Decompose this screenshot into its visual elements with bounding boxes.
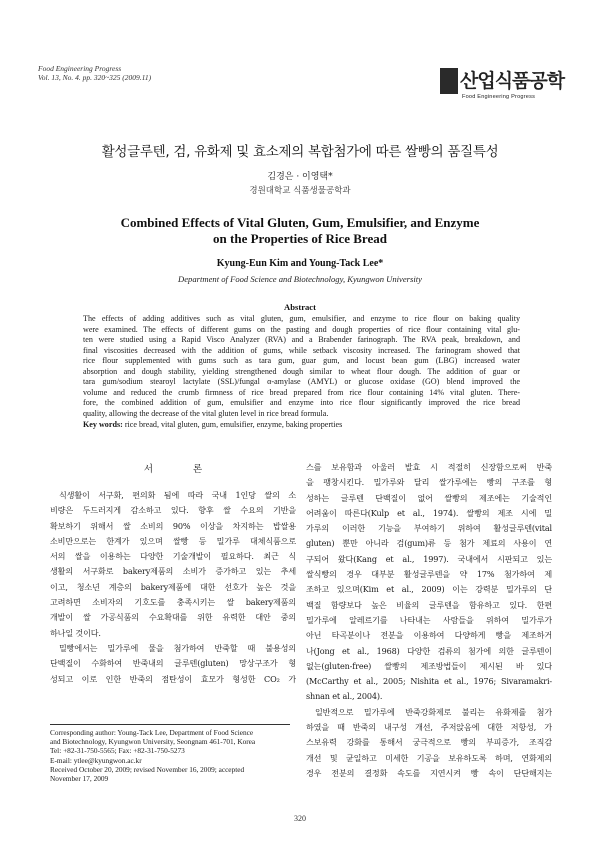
logo-mark: [440, 68, 458, 94]
body-line: 성되고 이로 인한 반죽의 점탄성이 효모가 형성한 CO₂ 가: [50, 673, 296, 684]
body-line: 일반적으로 밀가루에 반죽강화제로 불리는 유화제를 첨가: [315, 706, 552, 717]
corresponding-author-footnote: [50, 728, 295, 783]
abstract-line: final viscosities decreased with the addition of gums, while setback viscosity increased. The farinogram showed that: [83, 345, 520, 355]
body-line: 아닌 타곡분이나 전분을 이용하여 다양하게 빵을 제조하거: [306, 630, 552, 641]
body-line: 경우 전분의 결정화 속도를 지연시켜 빵 속이 단단해지는: [306, 767, 552, 778]
title-english: [0, 215, 600, 247]
body-line: 스보유력 강화를 통해서 궁극적으로 빵의 부피증가, 조직감: [306, 737, 552, 748]
footnote-line: Received October 20, 2009; revised November 16, 2009; accepted: [50, 764, 245, 774]
abstract-line: absorption and dough stability, yielding strengthened dough similar to wheat flour dough. The addition of guar or: [83, 366, 520, 376]
body-line: 고려하면 소비자의 기호도를 충족시키는 쌀 bakery제품의: [50, 597, 296, 608]
body-line: 조하고 있으며(Kim et al., 2009) 이는 강력분 밀가루의 단: [306, 584, 552, 595]
body-line: 쌀식빵의 경우 대부분 활성글루텐을 약 17% 첨가하여 제: [306, 569, 552, 580]
authors-english: Kyung-Eun Kim and Young-Tack Lee*: [216, 258, 384, 269]
abstract-line: The effects of adding additives such as vital gluten, gum, emulsifier, and enzyme to rice flour on baking quality: [83, 314, 520, 323]
left-column: [50, 460, 296, 687]
journal-volume: Vol. 13, No. 4. pp. 320~325 (2009.11): [38, 73, 152, 82]
keywords-label: Key words:: [83, 420, 123, 429]
logo-title: 산업식품공학: [460, 70, 565, 92]
affiliation-english: Department of Food Science and Biotechnology, Kyungwon University: [178, 274, 422, 284]
title-english-line-1: Combined Effects of Vital Gluten, Gum, Emulsifier, and Enzyme: [120, 215, 480, 230]
body-line: 나(Jong et al., 1968) 다양한 검류의 첨가에 의한 글루텐이: [306, 645, 552, 656]
affiliation-korean: 경원대학교 식품생물공학과: [249, 186, 351, 196]
footnote-line: Corresponding author: Young-Tack Lee, Department of Food Science: [50, 728, 254, 737]
body-line: 서의 쌀을 이용하는 다양한 기술개발이 필요하다. 최근 식: [50, 551, 296, 562]
abstract-line: rice flour supplemented with gums such as tara gum, guar gum, and locust bean gum (LBG) increased water: [83, 356, 520, 366]
body-line: 식생활이 서구화, 편의화 됨에 따라 국내 1인당 쌀의 소: [59, 490, 296, 500]
footnote-line: November 17, 2009: [50, 774, 109, 784]
body-line: 비량은 두드러지게 감소하고 있다. 향후 쌀 수요의 기반을: [50, 505, 296, 516]
journal-logo: [440, 66, 568, 106]
footnote-line: E-mail: ytlee@kyungwon.ac.kr: [50, 755, 142, 765]
body-line: 하나일 것이다.: [50, 627, 101, 638]
body-line: 가루의 이러한 기능을 부여하기 위하여 활성글루텐(vital: [306, 523, 552, 534]
page-number: 320: [294, 814, 306, 823]
body-line: 백질 함량보다 높은 비율의 글루텐을 함유하고 있다. 한편: [306, 599, 552, 610]
abstract-line: fore, the combined addition of gum, emulsifier and enzyme into rice flour significantly improved the rice bread: [83, 398, 520, 408]
keywords: [83, 420, 520, 429]
body-line: 소비만으로는 한계가 있으며 쌀빵 등 밀가루 대체식품으로: [50, 535, 296, 546]
body-line: 개발이 쌀 가공식품의 수요확대를 위한 유력한 대안 중의: [50, 612, 296, 623]
body-line: 단백질이 수화하여 반죽내의 글루텐(gluten) 망상구조가 형: [50, 658, 296, 669]
section-heading-introduction: 서론: [143, 464, 243, 475]
body-line: 생활의 서구화로 bakery제품의 소비가 증가하고 있는 추세: [50, 566, 296, 577]
body-line: 어려움이 따른다(Kulp et al., 1974). 쌀빵의 제조 시에 밀: [306, 507, 552, 518]
body-line: 확보하기 위해서 쌀 소비의 90% 이상을 차지하는 밥쌀용: [50, 520, 296, 531]
abstract-line: were examined. The effects of different gums on the pasting and dough properties of rice flour containing vital glu-: [83, 324, 520, 334]
abstract-body: [83, 314, 520, 419]
abstract-line: ten were studied using a Rapid Visco Analyzer (RVA) and a Brabender farinograph. The RVA peak, breakdown, and: [83, 335, 520, 345]
title-korean: 활성글루텐, 검, 유화제 및 효소제의 복합첨가에 따른 쌀빵의 품질특성: [101, 144, 499, 160]
footnote-line: and Biotechnology, Kyungwon University, Seongnam 461-701, Korea: [50, 737, 256, 747]
abstract-heading: Abstract: [284, 302, 316, 312]
body-line: 구되어 왔다(Kang et al., 1997). 국내에서 시판되고 있는: [306, 553, 552, 564]
journal-citation: [38, 64, 151, 82]
body-line: 밀빵에서는 밀가루에 물을 첨가하여 반죽할 때 불용성의: [59, 642, 296, 653]
body-line: 없는(gluten-free) 쌀빵의 제조방법들이 제시된 바 있다: [306, 660, 552, 671]
logo-subtitle: Food Engineering Progress: [462, 94, 536, 100]
body-line: (McCarthy et al., 2005; Nishita et al., 1976; Sivaramakri-: [306, 676, 552, 687]
right-column: [306, 460, 552, 781]
authors-korean: 김경은 · 이영택*: [267, 172, 333, 182]
body-line: 성하는 글루텐 단백질이 없어 쌀빵의 제조에는 기술적인: [306, 492, 552, 503]
title-english-line-2: on the Properties of Rice Bread: [213, 231, 387, 246]
footnote-line: Tel: +82-31-750-5565; Fax: +82-31-750-5273: [50, 746, 185, 756]
keywords-text: rice bread, vital gluten, gum, emulsifier, enzyme, baking properties: [124, 420, 343, 429]
body-line: 을 팽창시킨다. 밀가루와 달리 쌀가루에는 빵의 구조를 형: [306, 477, 552, 488]
body-line: 개선 및 균일하고 미세한 기공을 보유하도록 하며, 연화제의: [306, 752, 552, 763]
footnote-divider: [50, 724, 290, 725]
body-line: 스를 보유함과 아울러 발효 시 적절히 신장함으로써 반죽: [306, 462, 552, 472]
body-line: 이고, 청소년 계층의 bakery제품에 대한 선호가 높은 것을: [50, 581, 296, 592]
body-line: gluten) 뿐만 아니라 검(gum)류 등 첨가 제료의 사용이 연: [306, 538, 552, 549]
journal-name: Food Engineering Progress: [38, 64, 122, 73]
body-line: shnan et al., 2004).: [306, 691, 383, 702]
abstract-line: volume and reduced the crumb firmness of rice bread prepared from rice flour containing 14% vital gluten. There-: [83, 387, 520, 397]
abstract-line: quality, allowing the decrease of the vital gluten level in rice bread formula.: [83, 408, 329, 418]
abstract-line: tara gum/sodium stearoyl lactylate (SSL)/fungal α-amylase (AMYL) or glucose oxidase (GO) blend improved the: [83, 377, 520, 387]
body-line: 밀가루에 알레르기를 나타내는 사람들을 위하여 밀가루가: [306, 614, 552, 625]
body-line: 하였을 때 반죽의 내구성 개선, 주저앉음에 대한 저항성, 가: [306, 722, 552, 733]
